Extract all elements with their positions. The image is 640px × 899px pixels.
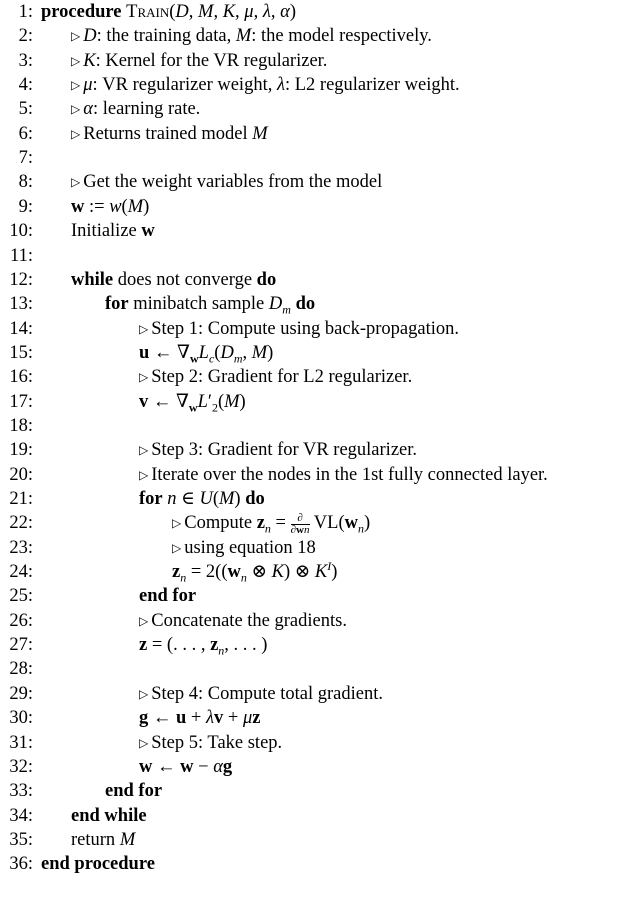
line-content: while does not converge do	[71, 269, 277, 290]
line-number: 1:	[18, 2, 33, 22]
line-number: 23:	[9, 537, 33, 558]
line-number: 30:	[9, 708, 33, 729]
line-number: 27:	[9, 635, 33, 656]
line-number: 25:	[9, 586, 33, 607]
line-content: ▷ Concatenate the gradients.	[139, 610, 347, 631]
line-content: ▷ Step 1: Compute using back-propagation.	[139, 318, 460, 339]
line-content: ▷ K: Kernel for the VR regularizer.	[71, 50, 328, 71]
line-content: end for	[105, 781, 163, 802]
line-content: end procedure	[41, 854, 155, 875]
line-number: 15:	[9, 342, 33, 363]
line-content: ▷ Iterate over the nodes in the 1st fully connected layer.	[139, 464, 548, 485]
line-content: $z_n = 2((w_n$ ⊗ K) ⊗ $K^I$)	[172, 558, 338, 585]
line-number: 21:	[9, 489, 33, 509]
line-number: 13:	[9, 294, 33, 315]
line-content: for minibatch sample $D_m$ do	[105, 294, 316, 317]
line-number: 5:	[18, 99, 33, 120]
line-number: 2:	[18, 26, 33, 47]
line-content: Initialize w	[71, 221, 155, 242]
line-number: 34:	[9, 805, 33, 826]
line-number: 16:	[9, 367, 33, 388]
line-number: 18:	[9, 415, 33, 436]
line-number: 6:	[18, 123, 33, 144]
line-content: ▷ Step 4: Compute total gradient.	[139, 683, 383, 704]
line-number: 24:	[9, 562, 33, 583]
line-content: v ← $\nabla_wL'_2(M)$	[139, 391, 246, 415]
line-number: 9:	[18, 196, 33, 217]
line-number: 20:	[9, 464, 33, 485]
line-content: g ← u + λv + μz	[139, 708, 261, 729]
line-number: 8:	[18, 172, 33, 193]
line-number: 32:	[9, 756, 33, 777]
line-content: ▷ Step 5: Take step.	[139, 732, 283, 753]
line-content: ▷ Compute $z_n$ = ∂ ∂wn $VL(w_n)$	[172, 511, 371, 537]
line-number: 4:	[18, 75, 33, 96]
line-number: 29:	[9, 683, 33, 704]
line-content: z = (. . . , $z_n$, . . . )	[139, 635, 268, 658]
line-content: ▷ Returns trained model M	[71, 123, 268, 144]
line-content: for n ∈ U(M) do	[139, 489, 265, 509]
line-number: 19:	[9, 440, 33, 461]
line-number: 17:	[9, 391, 33, 412]
line-number: 35:	[9, 829, 33, 850]
line-content: ▷ D: the training data, M: the model respectively.	[71, 26, 432, 47]
line-number: 11:	[10, 245, 33, 266]
line-number: 36:	[9, 854, 33, 875]
line-number: 14:	[9, 318, 33, 339]
line-number: 7:	[18, 148, 33, 169]
line-content: end while	[71, 805, 147, 826]
line-content: w ← w − αg	[139, 756, 233, 777]
line-number: 31:	[9, 732, 33, 753]
line-number: 33:	[9, 781, 33, 802]
line-content: ▷ μ: VR regularizer weight, λ: L2 regularizer weight.	[71, 75, 460, 96]
line-content: return M	[71, 829, 136, 850]
line-number: 10:	[9, 221, 33, 242]
line-number: 22:	[9, 513, 33, 534]
line-content: ▷ Get the weight variables from the model	[71, 172, 383, 193]
line-content: w := w(M)	[71, 196, 150, 217]
line-content: u ← $\nabla_wL_c(D_m$, M)	[139, 342, 274, 366]
line-number: 26:	[9, 610, 33, 631]
line-content: ▷ Step 3: Gradient for VR regularizer.	[139, 440, 418, 461]
line-content: end for	[139, 586, 197, 607]
line-content: procedure Train(D, M, K, μ, λ, α)	[41, 2, 296, 22]
line-content: ▷ using equation 18	[172, 537, 316, 558]
line-content: ▷ Step 2: Gradient for L2 regularizer.	[139, 367, 413, 388]
line-number: 28:	[9, 659, 33, 680]
line-content: ▷ α: learning rate.	[71, 99, 201, 120]
line-number: 12:	[9, 269, 33, 290]
line-number: 3:	[18, 50, 33, 71]
